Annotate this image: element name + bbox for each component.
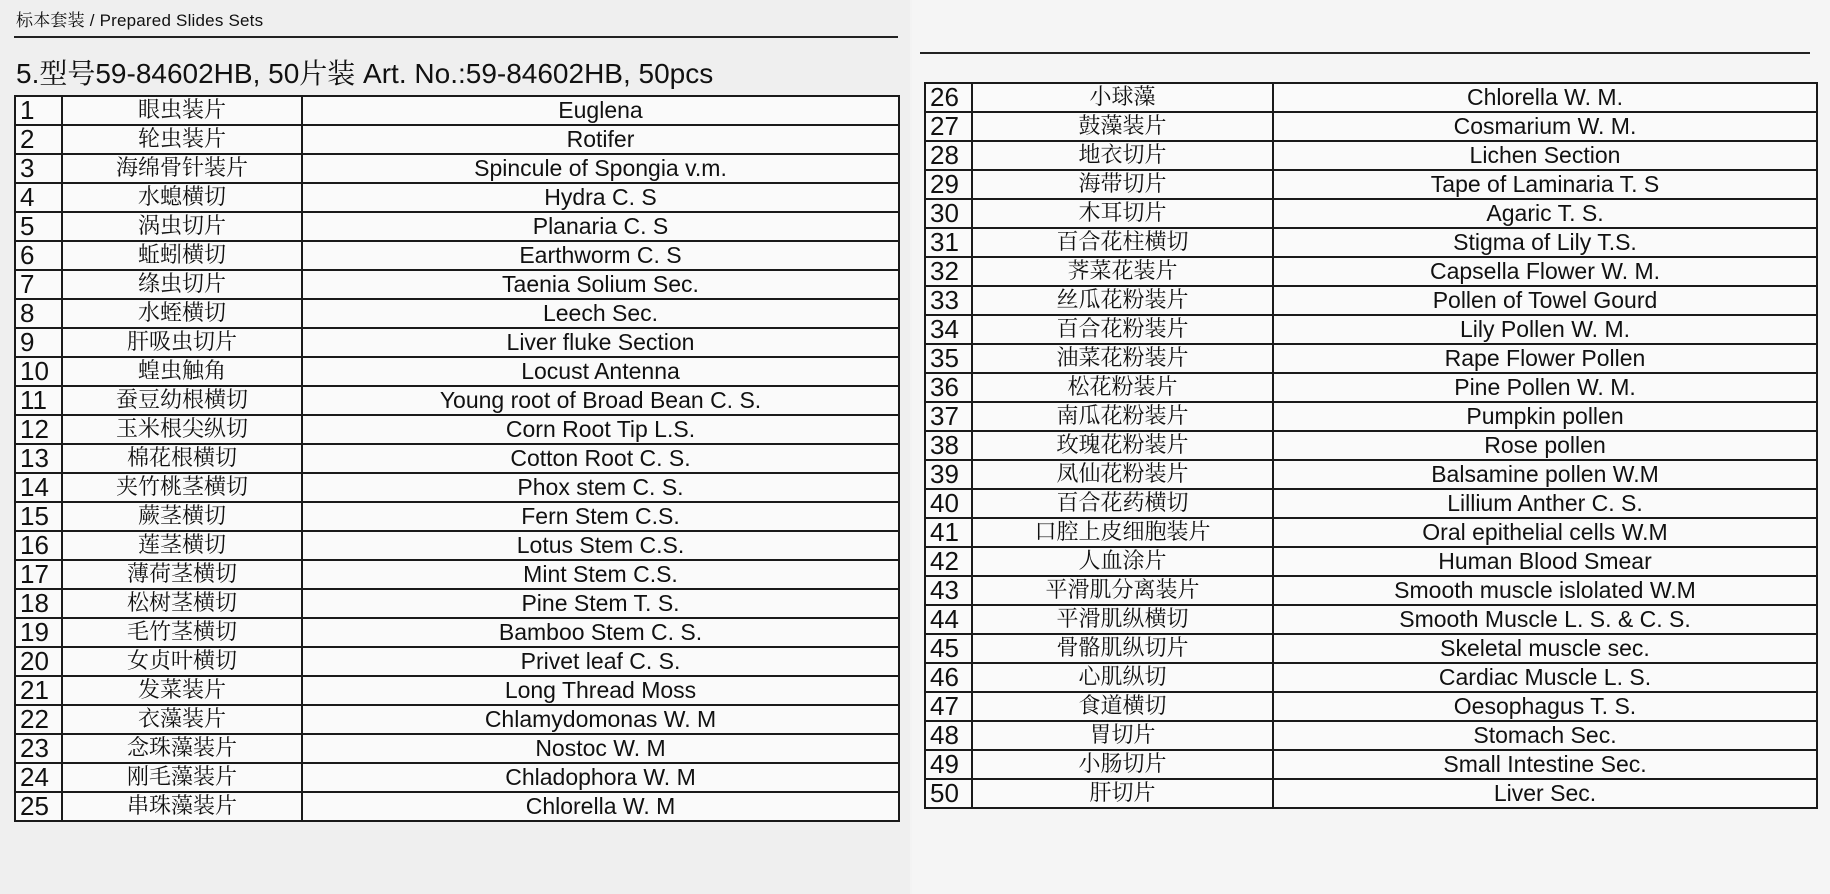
slide-name-english: Lotus Stem C.S. — [302, 531, 899, 560]
slide-number: 3 — [15, 154, 62, 183]
slide-number: 18 — [15, 589, 62, 618]
right-page — [912, 0, 1830, 894]
slide-name-english: Cotton Root C. S. — [302, 444, 899, 473]
slide-number: 40 — [925, 489, 972, 518]
slide-number: 45 — [925, 634, 972, 663]
table-row — [15, 96, 899, 125]
table-row — [15, 357, 899, 386]
slide-name-chinese: 轮虫装片 — [62, 125, 302, 154]
slide-number: 26 — [925, 83, 972, 112]
table-row — [15, 560, 899, 589]
slide-number: 50 — [925, 779, 972, 808]
slide-name-chinese: 平滑肌分离装片 — [972, 576, 1273, 605]
slide-number: 17 — [15, 560, 62, 589]
slide-name-chinese: 肝切片 — [972, 779, 1273, 808]
slide-name-english: Human Blood Smear — [1273, 547, 1817, 576]
slide-number: 5 — [15, 212, 62, 241]
slide-name-chinese: 小球藻 — [972, 83, 1273, 112]
table-row — [925, 141, 1817, 170]
slide-name-chinese: 发菜装片 — [62, 676, 302, 705]
table-row — [15, 328, 899, 357]
table-row — [925, 112, 1817, 141]
slide-name-english: Chlorella W. M. — [1273, 83, 1817, 112]
slide-name-chinese: 念珠藻装片 — [62, 734, 302, 763]
slide-name-english: Mint Stem C.S. — [302, 560, 899, 589]
slide-name-english: Agaric T. S. — [1273, 199, 1817, 228]
slide-name-chinese: 松树茎横切 — [62, 589, 302, 618]
header-divider-right — [920, 52, 1810, 54]
slide-number: 23 — [15, 734, 62, 763]
slide-name-english: Skeletal muscle sec. — [1273, 634, 1817, 663]
table-row — [925, 663, 1817, 692]
table-row — [15, 473, 899, 502]
slide-name-chinese: 蕨茎横切 — [62, 502, 302, 531]
slide-name-english: Pumpkin pollen — [1273, 402, 1817, 431]
table-row — [925, 199, 1817, 228]
slide-number: 15 — [15, 502, 62, 531]
table-row — [925, 228, 1817, 257]
set-title: 5.型号59-84602HB, 50片装 Art. No.:59-84602HB, 50pcs — [16, 58, 714, 89]
slide-name-chinese: 平滑肌纵横切 — [972, 605, 1273, 634]
table-row — [15, 415, 899, 444]
slide-name-chinese: 鼓藻装片 — [972, 112, 1273, 141]
table-row — [925, 373, 1817, 402]
table-row — [15, 212, 899, 241]
slide-name-english: Cardiac Muscle L. S. — [1273, 663, 1817, 692]
slide-number: 42 — [925, 547, 972, 576]
table-row — [925, 576, 1817, 605]
slide-name-chinese: 油菜花粉装片 — [972, 344, 1273, 373]
table-row — [15, 763, 899, 792]
table-row — [15, 589, 899, 618]
slide-name-chinese: 绦虫切片 — [62, 270, 302, 299]
table-row — [15, 734, 899, 763]
table-row — [15, 183, 899, 212]
slide-name-english: Lily Pollen W. M. — [1273, 315, 1817, 344]
slide-number: 41 — [925, 518, 972, 547]
slide-number: 16 — [15, 531, 62, 560]
slide-name-english: Smooth Muscle L. S. & C. S. — [1273, 605, 1817, 634]
slide-name-english: Phox stem C. S. — [302, 473, 899, 502]
slide-name-chinese: 涡虫切片 — [62, 212, 302, 241]
slide-name-chinese: 眼虫装片 — [62, 96, 302, 125]
slide-number: 33 — [925, 286, 972, 315]
slide-number: 46 — [925, 663, 972, 692]
table-row — [925, 750, 1817, 779]
table-row — [925, 721, 1817, 750]
table-row — [925, 547, 1817, 576]
slide-name-chinese: 蚯蚓横切 — [62, 241, 302, 270]
slide-name-english: Nostoc W. M — [302, 734, 899, 763]
slide-name-english: Euglena — [302, 96, 899, 125]
slide-number: 2 — [15, 125, 62, 154]
slide-name-english: Pine Pollen W. M. — [1273, 373, 1817, 402]
slide-name-chinese: 玫瑰花粉装片 — [972, 431, 1273, 460]
slide-name-chinese: 莲茎横切 — [62, 531, 302, 560]
slide-name-english: Long Thread Moss — [302, 676, 899, 705]
table-row — [15, 618, 899, 647]
slide-name-chinese: 刚毛藻装片 — [62, 763, 302, 792]
slide-number: 11 — [15, 386, 62, 415]
slide-name-chinese: 海带切片 — [972, 170, 1273, 199]
slide-name-english: Liver Sec. — [1273, 779, 1817, 808]
slide-name-chinese: 串珠藻装片 — [62, 792, 302, 821]
slide-number: 6 — [15, 241, 62, 270]
slide-name-english: Balsamine pollen W.M — [1273, 460, 1817, 489]
slide-name-english: Planaria C. S — [302, 212, 899, 241]
slide-name-chinese: 食道横切 — [972, 692, 1273, 721]
slide-number: 39 — [925, 460, 972, 489]
slide-number: 35 — [925, 344, 972, 373]
slide-number: 10 — [15, 357, 62, 386]
slide-name-english: Pine Stem T. S. — [302, 589, 899, 618]
slide-name-chinese: 荠菜花装片 — [972, 257, 1273, 286]
section-label: 标本套装 / Prepared Slides Sets — [16, 11, 264, 30]
table-row — [925, 518, 1817, 547]
slide-name-chinese: 玉米根尖纵切 — [62, 415, 302, 444]
slide-number: 9 — [15, 328, 62, 357]
slide-name-chinese: 女贞叶横切 — [62, 647, 302, 676]
slide-name-chinese: 丝瓜花粉装片 — [972, 286, 1273, 315]
table-row — [925, 170, 1817, 199]
slide-number: 7 — [15, 270, 62, 299]
slide-name-chinese: 海绵骨针装片 — [62, 154, 302, 183]
table-row — [15, 647, 899, 676]
slide-name-english: Liver fluke Section — [302, 328, 899, 357]
table-row — [15, 154, 899, 183]
slide-name-english: Lichen Section — [1273, 141, 1817, 170]
slide-number: 8 — [15, 299, 62, 328]
slide-name-english: Privet leaf C. S. — [302, 647, 899, 676]
slide-number: 48 — [925, 721, 972, 750]
slide-name-english: Stigma of Lily T.S. — [1273, 228, 1817, 257]
slide-name-chinese: 百合花药横切 — [972, 489, 1273, 518]
slide-name-english: Cosmarium W. M. — [1273, 112, 1817, 141]
slide-number: 25 — [15, 792, 62, 821]
slide-name-chinese: 衣藻装片 — [62, 705, 302, 734]
slide-name-english: Pollen of Towel Gourd — [1273, 286, 1817, 315]
slide-name-english: Earthworm C. S — [302, 241, 899, 270]
slide-name-english: Tape of Laminaria T. S — [1273, 170, 1817, 199]
slides-table-left — [14, 95, 900, 822]
slide-number: 24 — [15, 763, 62, 792]
slide-name-english: Fern Stem C.S. — [302, 502, 899, 531]
slide-name-english: Spincule of Spongia v.m. — [302, 154, 899, 183]
slide-number: 21 — [15, 676, 62, 705]
table-row — [15, 502, 899, 531]
slide-number: 22 — [15, 705, 62, 734]
slide-number: 19 — [15, 618, 62, 647]
slide-name-english: Young root of Broad Bean C. S. — [302, 386, 899, 415]
table-row — [925, 257, 1817, 286]
slide-number: 14 — [15, 473, 62, 502]
slide-name-chinese: 松花粉装片 — [972, 373, 1273, 402]
table-row — [15, 125, 899, 154]
slide-name-chinese: 蝗虫触角 — [62, 357, 302, 386]
slide-name-chinese: 薄荷茎横切 — [62, 560, 302, 589]
table-row — [925, 431, 1817, 460]
slide-number: 4 — [15, 183, 62, 212]
table-row — [925, 344, 1817, 373]
slide-name-english: Smooth muscle islolated W.M — [1273, 576, 1817, 605]
slide-name-chinese: 夹竹桃茎横切 — [62, 473, 302, 502]
slide-name-english: Small Intestine Sec. — [1273, 750, 1817, 779]
slide-name-chinese: 骨骼肌纵切片 — [972, 634, 1273, 663]
table-row — [15, 299, 899, 328]
slide-name-chinese: 百合花粉装片 — [972, 315, 1273, 344]
header-divider — [14, 36, 898, 38]
table-row — [925, 460, 1817, 489]
table-row — [15, 386, 899, 415]
slide-name-chinese: 蚕豆幼根横切 — [62, 386, 302, 415]
table-row — [15, 531, 899, 560]
table-row — [925, 315, 1817, 344]
table-row — [925, 489, 1817, 518]
slide-name-english: Corn Root Tip L.S. — [302, 415, 899, 444]
slide-name-chinese: 毛竹茎横切 — [62, 618, 302, 647]
slide-number: 13 — [15, 444, 62, 473]
slide-number: 27 — [925, 112, 972, 141]
slide-name-english: Chlorella W. M — [302, 792, 899, 821]
slide-number: 28 — [925, 141, 972, 170]
slide-name-chinese: 肝吸虫切片 — [62, 328, 302, 357]
slide-number: 43 — [925, 576, 972, 605]
slides-table-right — [924, 82, 1818, 809]
slide-number: 32 — [925, 257, 972, 286]
slide-number: 30 — [925, 199, 972, 228]
slide-name-english: Stomach Sec. — [1273, 721, 1817, 750]
slide-name-chinese: 心肌纵切 — [972, 663, 1273, 692]
slide-name-english: Rotifer — [302, 125, 899, 154]
slide-name-chinese: 小肠切片 — [972, 750, 1273, 779]
slide-name-chinese: 凤仙花粉装片 — [972, 460, 1273, 489]
slide-number: 38 — [925, 431, 972, 460]
table-row — [15, 705, 899, 734]
slide-name-english: Oesophagus T. S. — [1273, 692, 1817, 721]
table-row — [15, 241, 899, 270]
slide-number: 29 — [925, 170, 972, 199]
slide-name-english: Locust Antenna — [302, 357, 899, 386]
table-row — [925, 605, 1817, 634]
slide-name-chinese: 人血涂片 — [972, 547, 1273, 576]
slide-number: 34 — [925, 315, 972, 344]
table-row — [925, 634, 1817, 663]
table-row — [925, 779, 1817, 808]
slide-name-english: Capsella Flower W. M. — [1273, 257, 1817, 286]
slide-number: 20 — [15, 647, 62, 676]
table-row — [15, 270, 899, 299]
slide-name-english: Oral epithelial cells W.M — [1273, 518, 1817, 547]
slide-name-english: Rape Flower Pollen — [1273, 344, 1817, 373]
slide-name-english: Chlamydomonas W. M — [302, 705, 899, 734]
slide-name-english: Rose pollen — [1273, 431, 1817, 460]
slide-name-chinese: 棉花根横切 — [62, 444, 302, 473]
left-page — [0, 0, 910, 894]
table-row — [925, 692, 1817, 721]
slide-name-chinese: 南瓜花粉装片 — [972, 402, 1273, 431]
slide-name-chinese: 木耳切片 — [972, 199, 1273, 228]
table-row — [925, 402, 1817, 431]
slide-name-english: Hydra C. S — [302, 183, 899, 212]
table-row — [15, 676, 899, 705]
slide-name-english: Lillium Anther C. S. — [1273, 489, 1817, 518]
table-row — [925, 286, 1817, 315]
slide-name-chinese: 百合花柱横切 — [972, 228, 1273, 257]
slide-number: 31 — [925, 228, 972, 257]
slide-name-english: Taenia Solium Sec. — [302, 270, 899, 299]
slide-name-english: Chladophora W. M — [302, 763, 899, 792]
slide-name-chinese: 水蛭横切 — [62, 299, 302, 328]
slide-number: 49 — [925, 750, 972, 779]
slide-name-english: Bamboo Stem C. S. — [302, 618, 899, 647]
slide-number: 12 — [15, 415, 62, 444]
slide-number: 1 — [15, 96, 62, 125]
slide-name-chinese: 胃切片 — [972, 721, 1273, 750]
slide-name-chinese: 口腔上皮细胞装片 — [972, 518, 1273, 547]
slide-number: 37 — [925, 402, 972, 431]
slide-name-chinese: 水螅横切 — [62, 183, 302, 212]
slide-name-chinese: 地衣切片 — [972, 141, 1273, 170]
slide-number: 36 — [925, 373, 972, 402]
table-row — [15, 444, 899, 473]
slide-number: 44 — [925, 605, 972, 634]
table-row — [15, 792, 899, 821]
slide-name-english: Leech Sec. — [302, 299, 899, 328]
slide-number: 47 — [925, 692, 972, 721]
table-row — [925, 83, 1817, 112]
